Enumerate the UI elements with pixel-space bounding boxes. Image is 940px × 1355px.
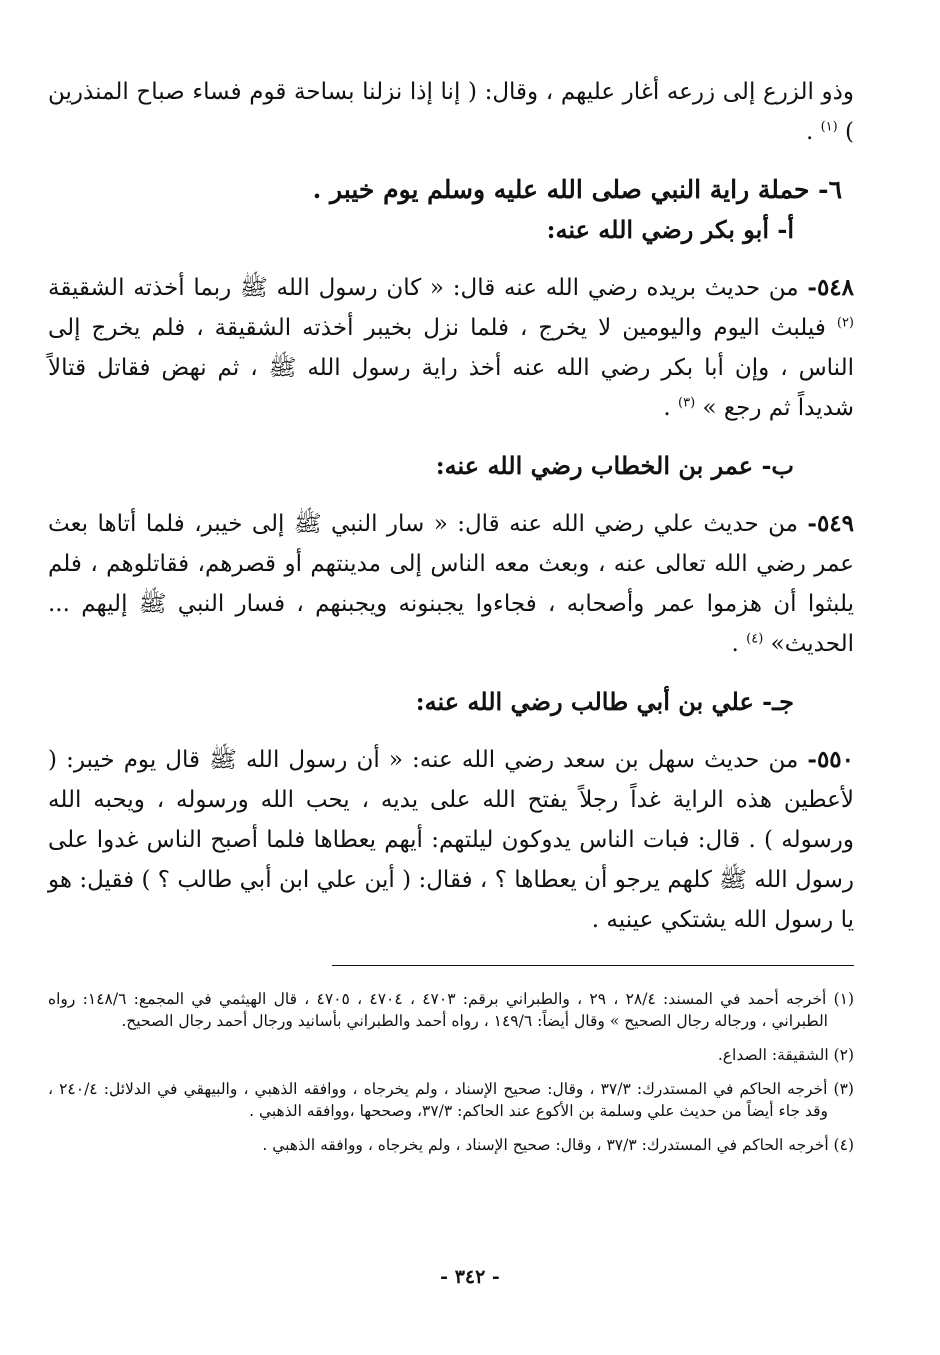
subheading-ali: جـ- علي بن أبي طالب رضي الله عنه: bbox=[415, 687, 794, 716]
intro-paragraph bbox=[48, 72, 854, 152]
footnote-3: (٣) أخرجه الحاكم في المستدرك: ٣٧/٣ ، وقال: صحيح الإسناد ، ولم يخرجاه ، ووافقه الذهبي ، والبيهقي في الدلائل: ٢٤٠/٤ ، وقد جاء أيضاً من حديث علي وسلمة بن الأكوع عند الحاكم: ٣٧/٣، وصححها ،ووافقه الذهبي . bbox=[48, 1080, 854, 1120]
hadith-548 bbox=[48, 268, 854, 428]
hadith-end: . bbox=[731, 631, 739, 657]
footnote-1: (١) أخرجه أحمد في المسند: ٢٨/٤ ، ٢٩ ، والطبراني برقم: ٤٧٠٣ ، ٤٧٠٤ ، ٤٧٠٥ ، قال الهيثمي في المجمع: ١٤٨/٦: رواه الطبراني ، ورجاله رجال الصحيح » وقال أيضاً: ١٤٩/٦ ، رواه أحمد والطبراني بأسانيد ورجال أحمد رجال الصحيح. bbox=[48, 990, 855, 1030]
footnote-ref: (١) bbox=[820, 119, 838, 135]
hadith-text: من حديث بريده رضي الله عنه قال: « كان رسول الله ﷺ ربما أخذته الشقيقة bbox=[48, 275, 799, 301]
intro-text: وذو الزرع إلى زرعه أغار عليهم ، وقال: ( إنا إذا نزلنا بساحة قوم فساء صباح المنذرين ) bbox=[48, 79, 854, 145]
page-body bbox=[48, 72, 854, 940]
subheading-abu-bakr: أ- أبو بكر رضي الله عنه: bbox=[546, 215, 794, 244]
hadith-text: فيلبث اليوم واليومين لا يخرج ، فلما نزل بخيبر أخذته الشقيقة ، فلم يخرج إلى الناس ، وإن أبا بكر رضي الله عنه أخذ راية رسول الله ﷺ ، ثم نهض فقاتل قتالاً شديداً ثم رجع » bbox=[48, 315, 854, 421]
page-number: - ٣٤٢ - bbox=[440, 1266, 500, 1288]
hadith-number: ٥٥٠- bbox=[807, 746, 854, 773]
hadith-end: . bbox=[663, 395, 671, 421]
hadith-549 bbox=[48, 504, 854, 664]
footnote-ref: (٤) bbox=[746, 631, 764, 647]
footnote-divider bbox=[332, 965, 854, 966]
hadith-text: من حديث سهل بن سعد رضي الله عنه: « أن رسول الله ﷺ قال يوم خيبر: ( لأعطين هذه الراية غداً رجلاً يفتح الله على يديه ، يحب الله ورسوله ، ويحبه الله ورسوله ) . قال: فبات الناس يدوكون ليلتهم: أيهم يعطاها فلما أصبح الناس غدوا على رسول الله ﷺ كلهم يرجو أن يعطاها ؟ ، فقال: ( أين علي ابن أبي طالب ؟ ) فقيل: هو يا رسول الله يشتكي عينيه . bbox=[48, 747, 854, 933]
hadith-number: ٥٤٩- bbox=[807, 510, 855, 537]
footnote-ref: (٣) bbox=[678, 395, 696, 411]
intro-end: . bbox=[805, 119, 814, 145]
footnote-4: (٤) أخرجه الحاكم في المستدرك: ٣٧/٣ ، وقال: صحيح الإسناد ، ولم يخرجاه ، ووافقه الذهبي . bbox=[262, 1136, 854, 1154]
hadith-text: من حديث علي رضي الله عنه قال: « سار النبي ﷺ إلى خيبر، فلما أتاها بعث عمر رضي الله تعالى عنه ، وبعث معه الناس إلى مدينتهم أو قصرهم، فقاتلوهم ، فلم يلبثوا أن هزموا عمر وأصحابه ، فجاءوا يجبنونه ويجبنهم ، فسار النبي ﷺ إليهم ... الحديث» bbox=[48, 511, 854, 657]
footnote-2: (٢) الشقيقة: الصداع. bbox=[717, 1046, 854, 1064]
footnotes bbox=[48, 988, 854, 1168]
hadith-number: ٥٤٨- bbox=[807, 274, 855, 301]
footnote-ref: (٢) bbox=[836, 315, 854, 331]
subheading-umar: ب- عمر بن الخطاب رضي الله عنه: bbox=[435, 451, 794, 480]
section-heading: ٦- حملة راية النبي صلى الله عليه وسلم يوم خيبر . bbox=[312, 175, 842, 204]
hadith-550 bbox=[48, 740, 854, 940]
